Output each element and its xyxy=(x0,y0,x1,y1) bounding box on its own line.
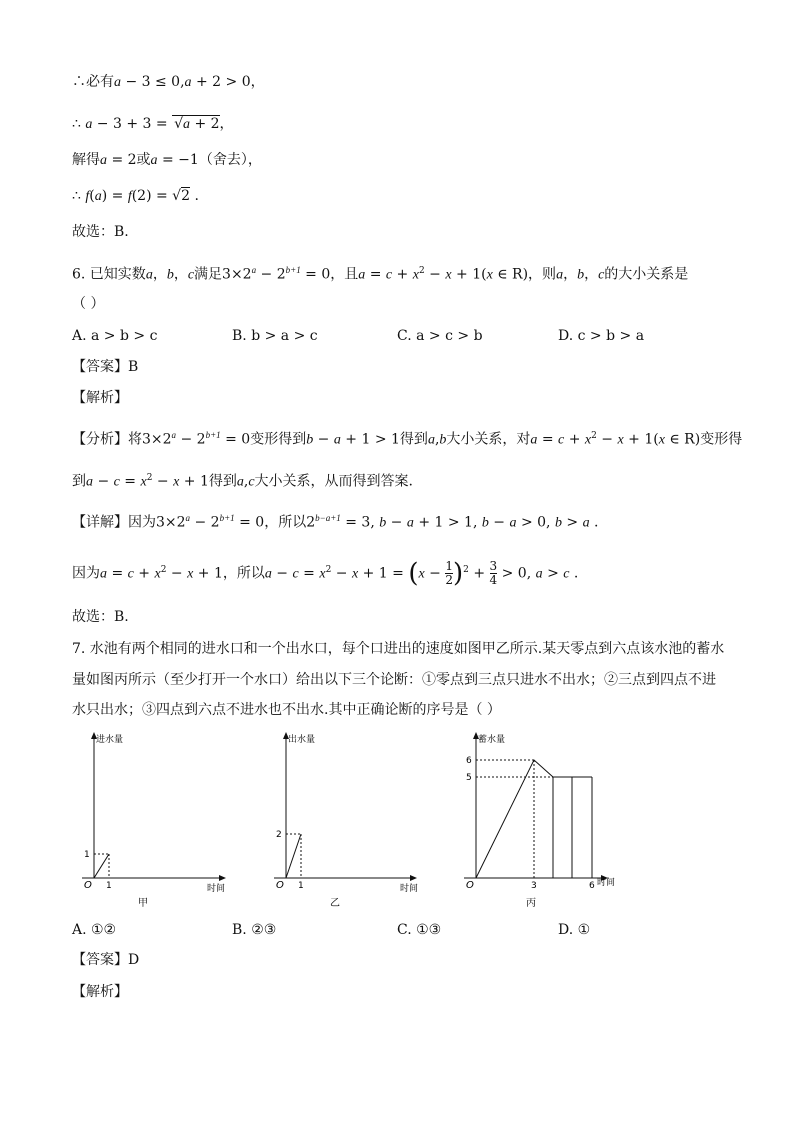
chart-title: 乙 xyxy=(330,898,340,909)
answer-7: 【答案】D xyxy=(72,952,140,968)
y-axis-label: 出水量 xyxy=(288,735,316,745)
analysis-6-line1: 【分析】将$3\times 2^a - 2^{b+1} = 0$变形得到b − a + 1 > 1得到a,b大小关系，对$a = c + x^2 - x + 1(x$ ∈ R)变形得 xyxy=(72,430,743,448)
line-necessary: ∴必有a − 3 ≤ 0,a + 2 > 0， xyxy=(72,74,265,90)
ytick-6: 6 xyxy=(466,756,472,766)
question-7-line3: 水只出水；③四点到六点不进水也不出水.其中正确论断的序号是（ ） xyxy=(72,702,501,718)
q7-option-d[interactable]: D. ① xyxy=(558,922,591,938)
q6-option-d[interactable]: D. c > b > a xyxy=(558,328,645,344)
x-axis-label: 时间 xyxy=(207,884,226,894)
origin-label: O xyxy=(84,880,92,891)
q7-option-a[interactable]: A. ①② xyxy=(72,922,117,938)
ytick-2: 2 xyxy=(276,830,282,840)
chart-bing xyxy=(456,728,636,913)
y-axis-label: 蓄水量 xyxy=(478,735,506,745)
question-6-paren: （ ） xyxy=(72,296,105,312)
x-axis-label: 时间 xyxy=(597,878,616,888)
line-solve: 解得a = 2或a = −1（舍去）， xyxy=(72,152,262,168)
detail-6-line1: 【详解】因为$3\times 2^a - 2^{b+1} = 0$，所以$2^{b-a+1} = 3$, b − a + 1 > 1, b − a > 0, b > a . xyxy=(72,513,599,531)
chart-title: 丙 xyxy=(526,898,536,909)
series-line xyxy=(286,834,301,878)
line-fa: ∴ f(a) = f(2) = √2 . xyxy=(72,188,199,204)
question-7-line2: 量如图丙所示（至少打开一个水口）给出以下三个论断：①零点到三点只进水不出水；②三点到四点不进 xyxy=(72,672,716,688)
question-7-line1: 7. 水池有两个相同的进水口和一个出水口，每个口进出的速度如图甲乙所示.某天零点到六点该水池的蓄水 xyxy=(72,641,725,657)
line-choose-b: 故选：B. xyxy=(72,224,129,240)
x-axis-arrow xyxy=(410,875,417,881)
series-line xyxy=(94,854,109,878)
q7-option-b[interactable]: B. ②③ xyxy=(232,922,277,938)
q6-option-b[interactable]: B. b > a > c xyxy=(232,328,318,344)
question-6-stem: 6. 已知实数a，b，c满足$3\times 2^a - 2^{b+1} = 0$，且$a = c + x^2 - x + 1(x$ ∈ R)，则a，b，c的大小关系是 xyxy=(72,265,689,283)
origin-label: O xyxy=(276,880,284,891)
chart-jia xyxy=(72,728,252,913)
line-equation: ∴ a − 3 + 3 = √a + 2， xyxy=(72,116,234,132)
xtick-6: 6 xyxy=(589,881,595,891)
q6-option-c[interactable]: C. a > c > b xyxy=(397,328,483,344)
q6-option-a[interactable]: A. a > b > c xyxy=(72,328,158,344)
ytick-5: 5 xyxy=(466,773,472,783)
chart-yi xyxy=(268,728,448,913)
answer-6: 【答案】B xyxy=(72,359,139,375)
y-axis-label: 进水量 xyxy=(96,735,124,745)
q7-option-c[interactable]: C. ①③ xyxy=(397,922,442,938)
analysis-6-label: 【解析】 xyxy=(72,390,128,406)
detail-6-line2: 因为$a = c + x^2 - x + 1$，所以$a - c = x^2 - x + 1 = (x$ − $\frac{1}{2}$ )$^2$ + $\frac{3}{4}$ > 0, a > c . xyxy=(72,558,579,589)
xtick-1: 1 xyxy=(298,881,304,891)
x-axis-label: 时间 xyxy=(400,884,419,894)
line-choose-b-2: 故选：B. xyxy=(72,609,129,625)
ytick-1: 1 xyxy=(84,850,90,860)
origin-label: O xyxy=(466,880,474,891)
xtick-3: 3 xyxy=(531,881,537,891)
analysis-6-line2: 到$a - c = x^2 - x + 1$得到a,c大小关系，从而得到答案. xyxy=(72,473,413,490)
analysis-7-label: 【解析】 xyxy=(72,984,128,1000)
x-axis-arrow xyxy=(219,875,226,881)
chart-title: 甲 xyxy=(138,898,148,909)
xtick-1: 1 xyxy=(106,881,112,891)
